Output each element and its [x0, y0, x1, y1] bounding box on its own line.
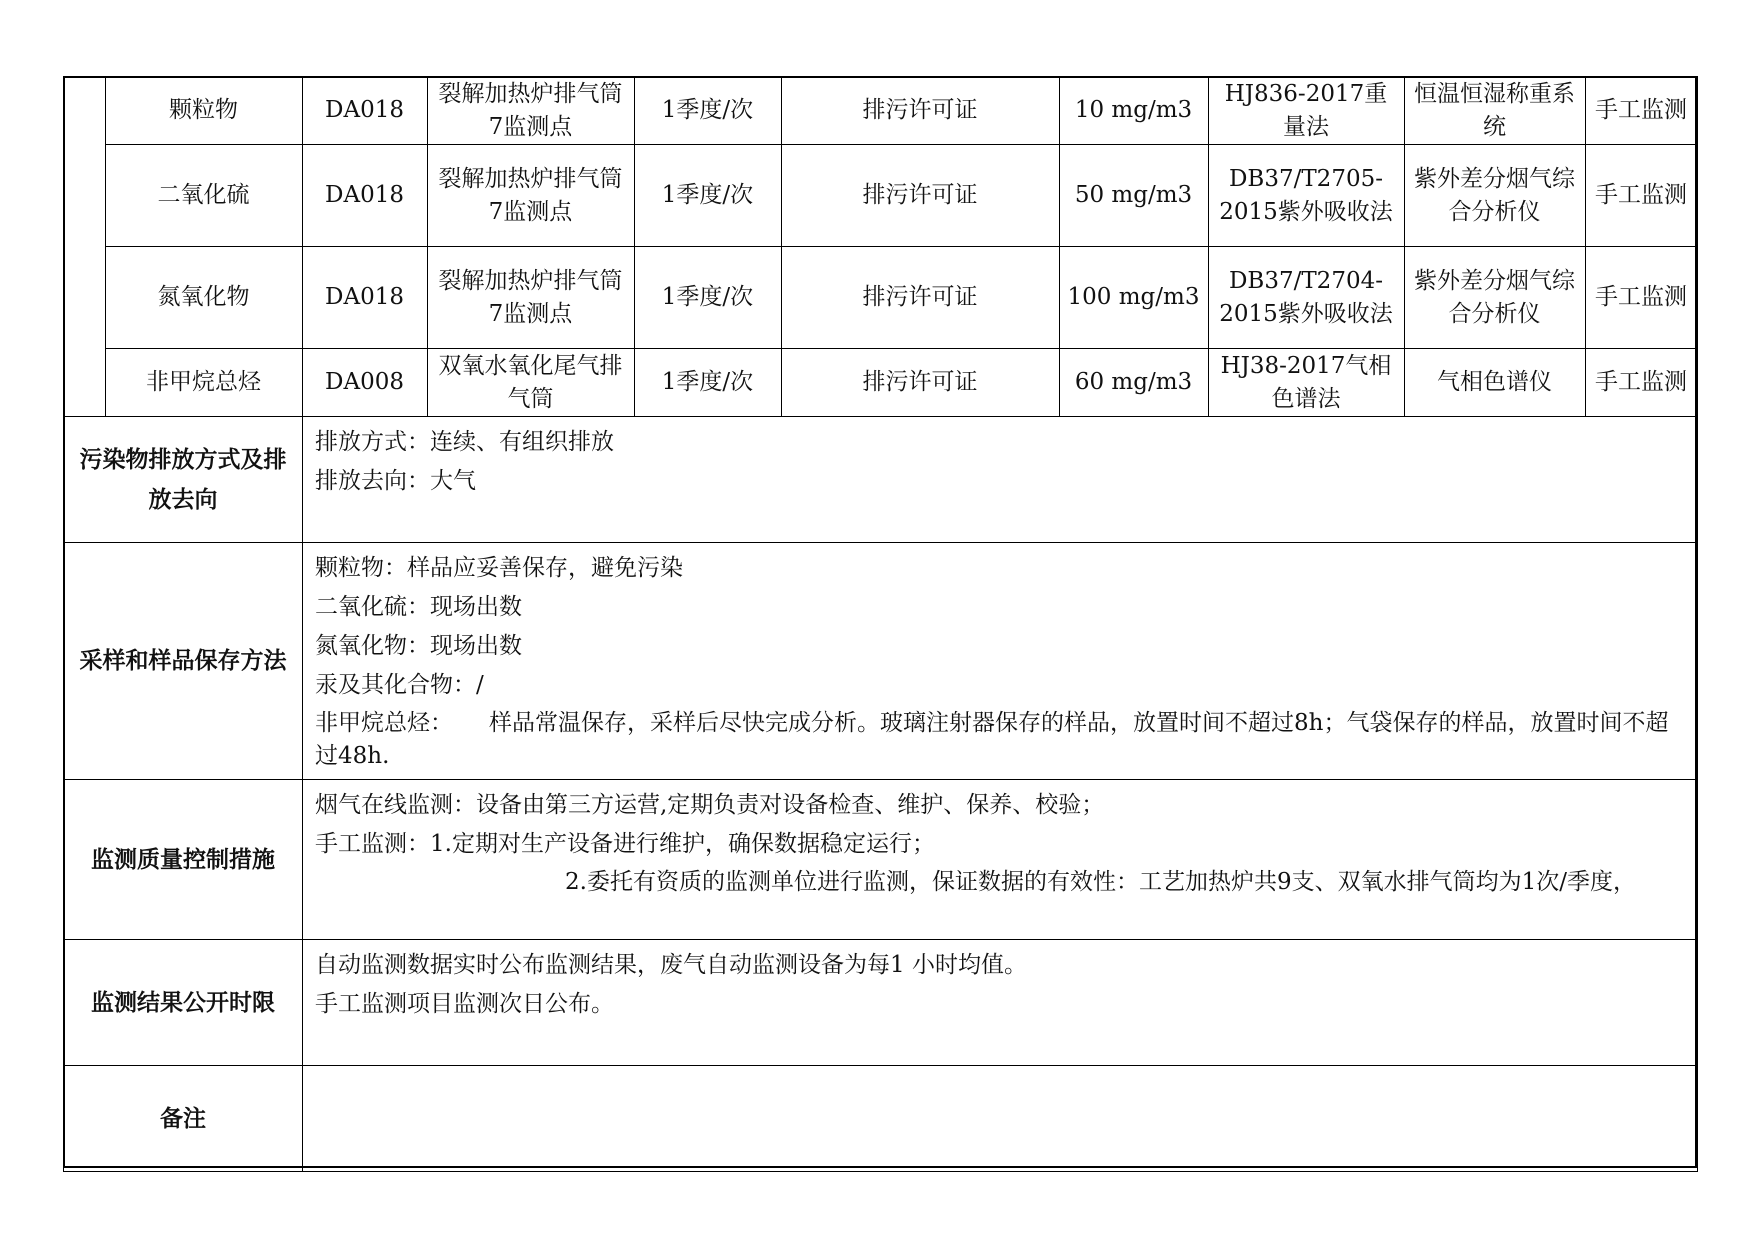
sampling-line: 颗粒物：样品应妥善保存，避免污染: [315, 555, 683, 581]
table-row: [63, 145, 1697, 247]
discharge-label: 污染物排放方式及排放去向: [64, 417, 303, 543]
basis-cell: 排污许可证: [781, 247, 1059, 349]
sampling-label: 采样和样品保存方法: [64, 543, 303, 780]
sampling-line: 二氧化硫：现场出数: [315, 594, 522, 620]
section-remarks: [64, 1066, 1698, 1172]
frequency-cell: 1季度/次: [634, 77, 781, 145]
mode-cell: 手工监测: [1585, 77, 1697, 145]
section-sampling: [64, 543, 1698, 780]
mode-cell: 手工监测: [1585, 145, 1697, 247]
instrument-cell: 紫外差分烟气综合分析仪: [1404, 145, 1585, 247]
sampling-content: [303, 543, 1698, 780]
method-cell: HJ38-2017气相色谱法: [1208, 349, 1404, 417]
discharge-line: 排放去向：大气: [315, 468, 476, 494]
mode-cell: 手工监测: [1585, 247, 1697, 349]
publish-content: [303, 940, 1698, 1066]
pollutant-cell: 二氧化硫: [105, 145, 302, 247]
frequency-cell: 1季度/次: [634, 145, 781, 247]
outlet-id-cell: DA008: [302, 349, 427, 417]
monitoring-point-cell: 裂解加热炉排气筒7监测点: [427, 77, 634, 145]
basis-cell: 排污许可证: [781, 145, 1059, 247]
section-publish: [64, 940, 1698, 1066]
method-cell: HJ836-2017重量法: [1208, 77, 1404, 145]
frequency-cell: 1季度/次: [634, 349, 781, 417]
remarks-label: 备注: [64, 1066, 303, 1172]
info-table: [63, 416, 1698, 1172]
limit-cell: 60 mg/m3: [1059, 349, 1208, 417]
publish-line: 手工监测项目监测次日公布。: [315, 991, 614, 1017]
limit-cell: 10 mg/m3: [1059, 77, 1208, 145]
basis-cell: 排污许可证: [781, 77, 1059, 145]
monitoring-point-cell: 裂解加热炉排气筒7监测点: [427, 247, 634, 349]
quality-label: 监测质量控制措施: [64, 780, 303, 940]
quality-line: 烟气在线监测：设备由第三方运营,定期负责对设备检查、维护、保养、校验；: [315, 792, 1105, 818]
monitoring-point-cell: 裂解加热炉排气筒7监测点: [427, 145, 634, 247]
pollutant-cell: 氮氧化物: [105, 247, 302, 349]
discharge-content: [303, 417, 1698, 543]
table-row: [63, 349, 1697, 417]
quality-line: 手工监测：1.定期对生产设备进行维护，确保数据稳定运行；: [315, 831, 935, 857]
sampling-line: 汞及其化合物：/: [315, 672, 484, 698]
publish-label: 监测结果公开时限: [64, 940, 303, 1066]
quality-content: [303, 780, 1698, 940]
table-row: [63, 247, 1697, 349]
outlet-id-cell: DA018: [302, 145, 427, 247]
method-cell: DB37/T2704-2015紫外吸收法: [1208, 247, 1404, 349]
table-row: [63, 77, 1697, 145]
quality-line: 2.委托有资质的监测单位进行监测，保证数据的有效性：工艺加热炉共9支、双氧水排气筒均为1次/季度，: [565, 869, 1636, 895]
frequency-cell: 1季度/次: [634, 247, 781, 349]
section-discharge: [64, 417, 1698, 543]
pollutant-cell: 颗粒物: [105, 77, 302, 145]
publish-line: 自动监测数据实时公布监测结果，废气自动监测设备为每1 小时均值。: [315, 952, 1027, 978]
method-cell: DB37/T2705-2015紫外吸收法: [1208, 145, 1404, 247]
limit-cell: 50 mg/m3: [1059, 145, 1208, 247]
instrument-cell: 气相色谱仪: [1404, 349, 1585, 417]
basis-cell: 排污许可证: [781, 349, 1059, 417]
instrument-cell: 恒温恒湿称重系统: [1404, 77, 1585, 145]
monitoring-point-cell: 双氧水氧化尾气排气筒: [427, 349, 634, 417]
monitoring-table: [63, 76, 1698, 417]
remarks-content: [303, 1066, 1698, 1172]
instrument-cell: 紫外差分烟气综合分析仪: [1404, 247, 1585, 349]
mode-cell: 手工监测: [1585, 349, 1697, 417]
sampling-nmhc-line: [315, 705, 1687, 773]
limit-cell: 100 mg/m3: [1059, 247, 1208, 349]
merged-category-cell: [63, 77, 105, 417]
nmhc-label: 非甲烷总烃：: [315, 710, 453, 736]
pollutant-cell: 非甲烷总烃: [105, 349, 302, 417]
discharge-line: 排放方式：连续、有组织排放: [315, 429, 614, 455]
outlet-id-cell: DA018: [302, 247, 427, 349]
section-quality: [64, 780, 1698, 940]
sampling-line: 氮氧化物：现场出数: [315, 633, 522, 659]
nmhc-text: 样品常温保存，采样后尽快完成分析。玻璃注射器保存的样品，放置时间不超过8h；气袋保存的样品，放置时间不超过48h.: [315, 710, 1669, 769]
outlet-id-cell: DA018: [302, 77, 427, 145]
